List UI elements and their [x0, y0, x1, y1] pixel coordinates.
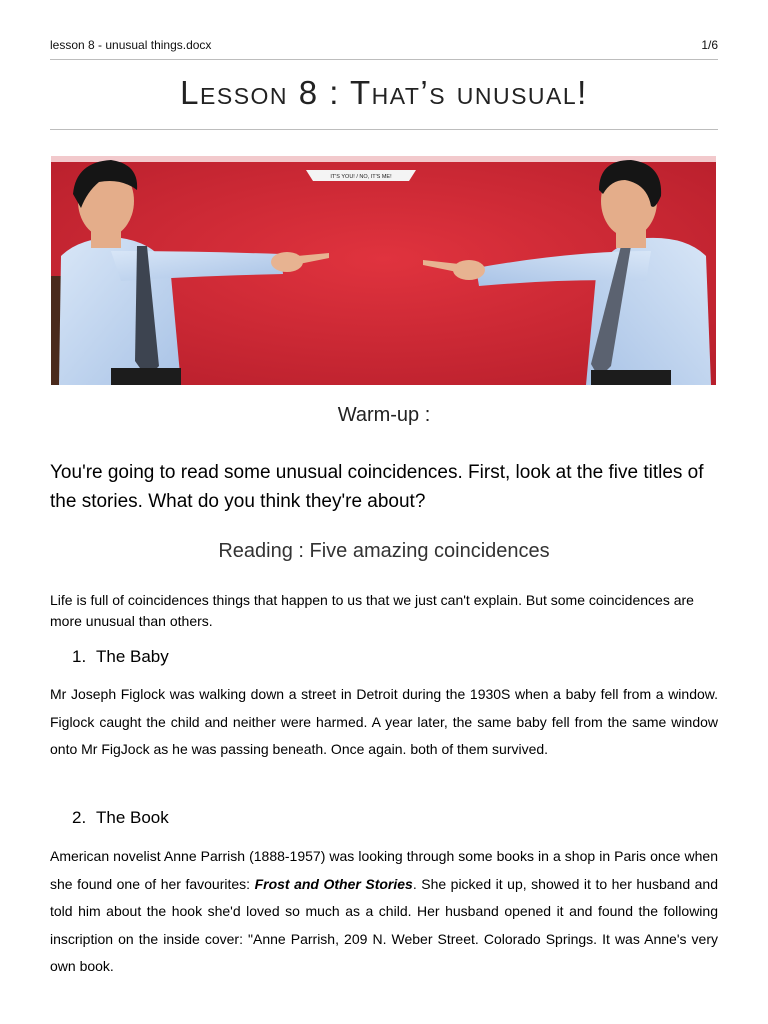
story-title: The Book: [96, 808, 169, 827]
story-number: 2.: [72, 808, 87, 827]
banner-text: IT'S YOU! / NO, IT'S ME!: [330, 174, 392, 180]
page-header: [50, 34, 718, 56]
story-heading-baby: [72, 647, 169, 667]
title-divider: [50, 129, 718, 130]
reading-intro: Life is full of coincidences things that happen to us that we just can't explain. But some coincidences are more unusual than others.: [50, 592, 694, 629]
book-title: Frost and Other Stories: [254, 875, 413, 892]
story-text-part: . She picked it up, showed it to her husband and told him about the hook she'd loved so much as a child. Her husband opened it and found the following inscription on the inside cover: "Anne Parrish, 209 N. Weber Street. Colorado Springs. It was Anne's very own book.: [50, 875, 718, 974]
story-title: The Baby: [96, 647, 169, 666]
reading-heading: Reading : Five amazing coincidences: [218, 540, 550, 562]
warmup-heading: Warm-up :: [337, 404, 431, 426]
header-divider: [50, 59, 718, 60]
story-number: 1.: [72, 647, 87, 666]
story-text-book: [50, 843, 718, 981]
document-filename: lesson 8 - unusual things.docx: [50, 38, 212, 52]
page-indicator: 1/6: [701, 38, 718, 52]
lesson-title: Lesson 8 : That’s unusual!: [180, 74, 588, 111]
warmup-question: You're going to read some unusual coincidences. First, look at the five titles of the stories. What do you think they're about?: [50, 462, 704, 512]
story-text-baby: Mr Joseph Figlock was walking down a street in Detroit during the 1930S when a baby fell from a window. Figlock caught the child and neither were harmed. A year later, the same baby fell from the same window onto Mr FigJock as he was passing beneath. Once again. both of them survived.: [50, 686, 718, 757]
story-text-part: American novelist Anne Parrish (1888-1957) was looking through some books in a shop in Paris once when she found one of her favourites:: [50, 848, 718, 892]
story-heading-book: [72, 808, 169, 828]
lesson-photo: [51, 156, 716, 385]
pointing-men-illustration: [51, 156, 716, 385]
